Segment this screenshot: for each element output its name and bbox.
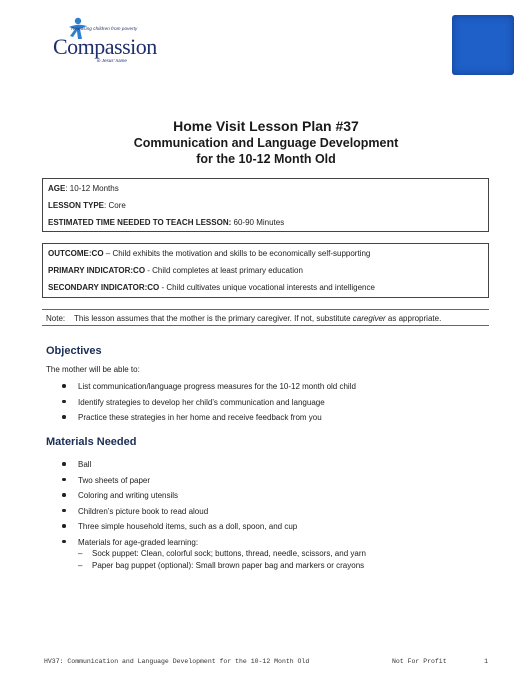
list-item xyxy=(62,476,297,492)
footer-label: Not For Profit xyxy=(392,658,447,665)
objectives-list xyxy=(62,382,356,429)
material-text: Three simple household items, such as a doll, spoon, and cup xyxy=(78,522,298,531)
list-item xyxy=(62,382,356,398)
time-value: 60-90 Minutes xyxy=(231,218,285,227)
age-label: AGE xyxy=(48,184,66,193)
list-item xyxy=(62,460,297,476)
outcome-box xyxy=(42,243,489,298)
list-item xyxy=(62,398,356,414)
secondary-indicator-line xyxy=(48,283,375,292)
secondary-indicator-label: SECONDARY INDICATOR:CO xyxy=(48,283,160,292)
objective-text: List communication/language progress measures for the 10-12 month old child xyxy=(78,382,356,391)
decorative-blue-block xyxy=(452,15,514,75)
list-item xyxy=(62,491,297,507)
primary-indicator-line xyxy=(48,266,303,275)
dash-icon: – xyxy=(78,549,83,558)
bullet-icon xyxy=(62,400,66,404)
page-number: 1 xyxy=(484,658,488,665)
footer-title: HV37: Communication and Language Development for the 10-12 Month Old xyxy=(44,658,310,665)
list-item xyxy=(62,522,297,538)
material-text: Coloring and writing utensils xyxy=(78,491,179,500)
logo-wordmark: Compassion xyxy=(53,34,157,59)
materials-heading: Materials Needed xyxy=(46,436,137,448)
page-title: Home Visit Lesson Plan #37 xyxy=(173,118,359,134)
list-item xyxy=(78,561,366,573)
primary-indicator-value: - Child completes at least primary education xyxy=(145,266,303,275)
bullet-icon xyxy=(62,493,66,497)
material-text: Two sheets of paper xyxy=(78,475,151,485)
compassion-logo xyxy=(51,17,163,67)
objectives-intro: The mother will be able to: xyxy=(46,365,140,374)
primary-indicator-label: PRIMARY INDICATOR:CO xyxy=(48,266,146,275)
logo-tagline: Releasing children from poverty xyxy=(71,26,138,31)
objectives-heading: Objectives xyxy=(46,345,102,357)
outcome-label: OUTCOME:CO xyxy=(48,249,104,258)
dash-icon: – xyxy=(78,561,83,570)
list-item xyxy=(62,507,297,523)
material-text: Materials for age-graded learning: xyxy=(78,537,199,547)
bullet-icon xyxy=(62,415,66,419)
page-subtitle: Communication and Language Development xyxy=(133,136,399,150)
objective-text: Identify strategies to develop her child’s communication and language xyxy=(78,397,325,407)
bullet-icon xyxy=(62,462,66,466)
bullet-icon xyxy=(62,509,66,513)
list-item xyxy=(78,549,366,561)
time-label: ESTIMATED TIME NEEDED TO TEACH LESSON: xyxy=(48,218,232,227)
materials-list xyxy=(62,460,297,553)
subitem-text: Paper bag puppet (optional): Small brown paper bag and markers or crayons xyxy=(92,561,365,570)
lesson-info-box xyxy=(42,178,489,232)
logo-subline: in Jesus' name xyxy=(97,58,127,63)
list-item xyxy=(62,413,356,429)
page-subtitle-line2: for the 10-12 Month Old xyxy=(196,152,336,166)
materials-sublist xyxy=(78,549,366,573)
secondary-indicator-value: - Child cultivates unique vocational interests and intelligence xyxy=(159,283,375,292)
lesson-type-value: : Core xyxy=(104,201,126,210)
note-text-end: as appropriate. xyxy=(385,314,442,323)
bullet-icon xyxy=(62,524,66,528)
note-emphasis: caregiver xyxy=(352,314,386,323)
note-label: Note: xyxy=(46,314,66,323)
subitem-text: Sock puppet: Clean, colorful sock; buttons, thread, needle, scissors, and yarn xyxy=(92,549,366,558)
bullet-icon xyxy=(62,478,66,482)
material-text: Ball xyxy=(78,460,92,469)
lesson-type-line xyxy=(48,201,126,210)
material-text: Children’s picture book to read aloud xyxy=(78,506,209,516)
time-line xyxy=(48,218,284,227)
objective-text: Practice these strategies in her home and receive feedback from you xyxy=(78,413,322,422)
note-text: This lesson assumes that the mother is the primary caregiver. If not, substitute xyxy=(74,314,353,323)
age-value: : 10-12 Months xyxy=(65,184,119,193)
outcome-line xyxy=(48,249,370,258)
bullet-icon xyxy=(62,540,66,544)
age-line xyxy=(48,184,119,193)
outcome-value: – Child exhibits the motivation and skills to be economically self-supporting xyxy=(103,249,371,258)
note-bar xyxy=(42,309,489,326)
lesson-type-label: LESSON TYPE xyxy=(48,201,105,210)
bullet-icon xyxy=(62,384,66,388)
